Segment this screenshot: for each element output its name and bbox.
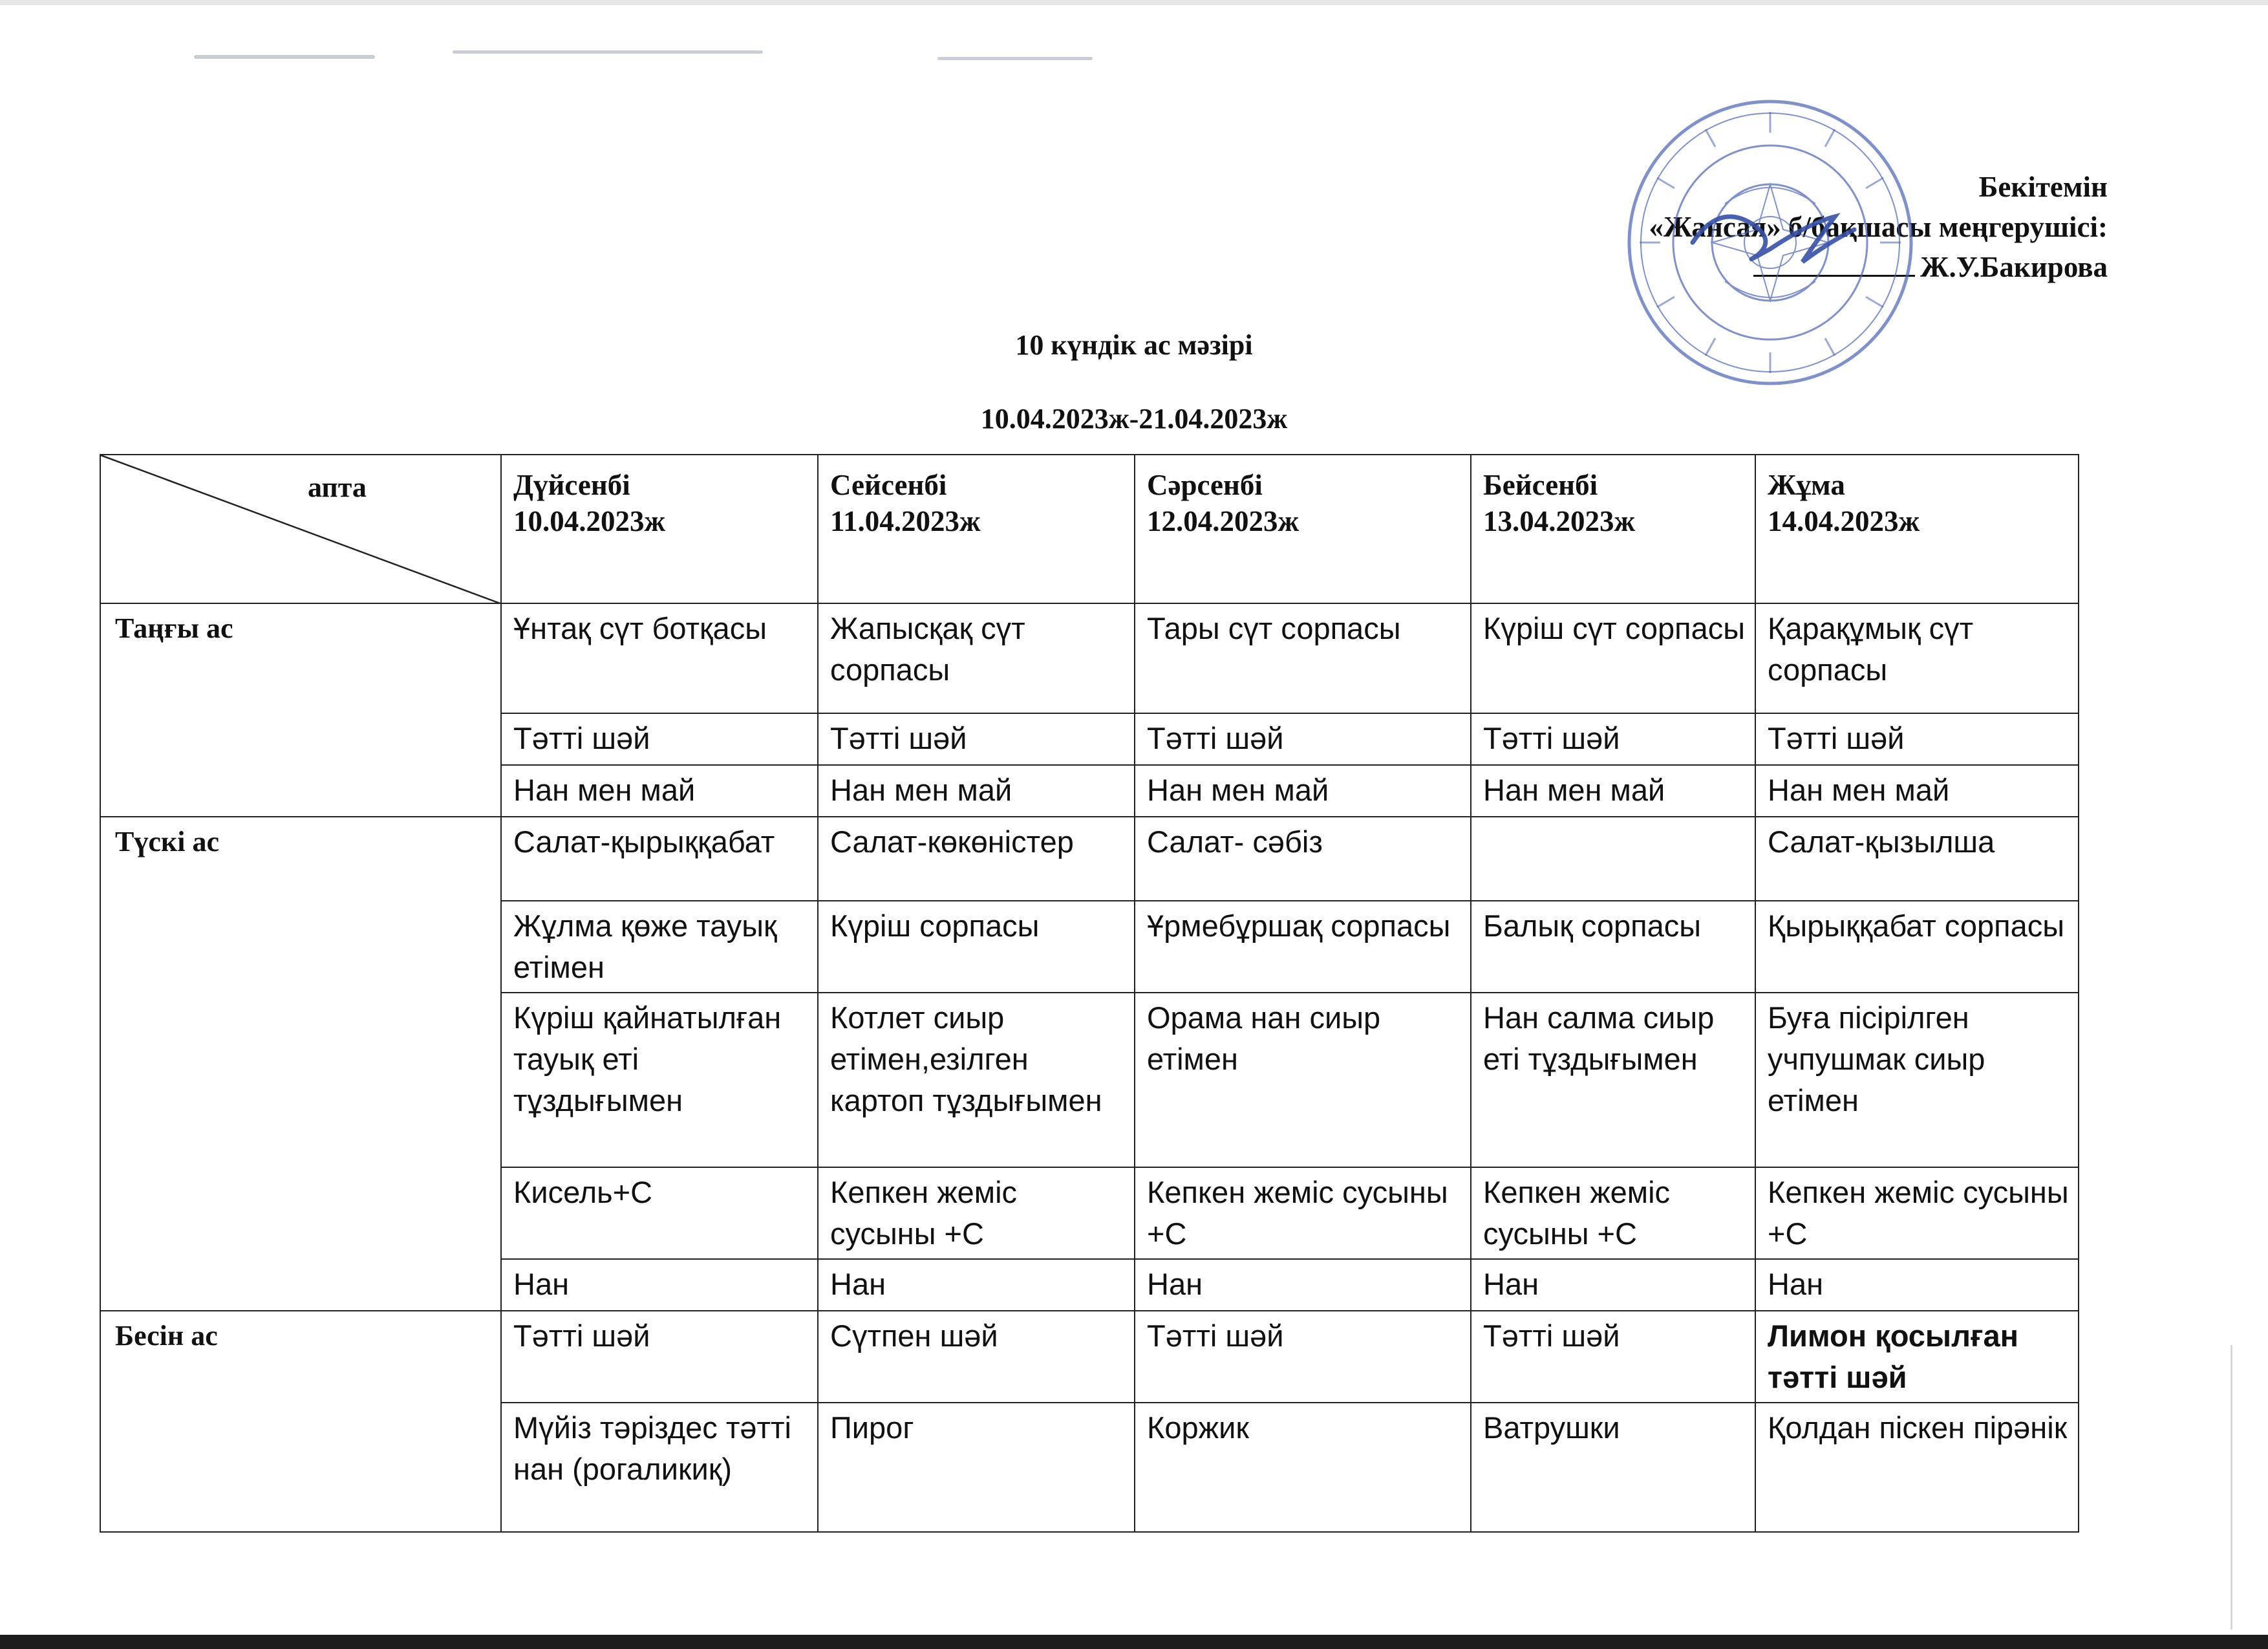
meal-label: Таңғы ас (100, 603, 501, 817)
menu-cell: Салат-қырыққабат (501, 817, 818, 901)
menu-cell: Орама нан сиыр етімен (1135, 993, 1471, 1167)
scan-edge-bottom (0, 1635, 2268, 1649)
menu-cell: Нан (1755, 1259, 2079, 1311)
menu-cell: Кепкен жеміс сусыны +С (818, 1167, 1135, 1259)
menu-cell: Күріш сүт сорпасы (1471, 603, 1755, 713)
table-header-row (100, 455, 2079, 603)
menu-cell: Тәтті шәй (501, 713, 818, 765)
menu-cell: Салат-көкөністер (818, 817, 1135, 901)
menu-cell: Нан салма сиыр еті тұздығымен (1471, 993, 1755, 1167)
menu-cell: Күріш қайнатылған тауық еті тұздығымен (501, 993, 818, 1167)
menu-cell: Күріш сорпасы (818, 901, 1135, 993)
table-row (100, 603, 2079, 713)
menu-cell: Тәтті шәй (501, 1311, 818, 1403)
menu-cell: Кепкен жеміс сусыны +С (1755, 1167, 2079, 1259)
menu-cell: Сүтпен шәй (818, 1311, 1135, 1403)
table-corner-cell (100, 455, 501, 603)
menu-cell: Тәтті шәй (1471, 713, 1755, 765)
menu-cell: Қырыққабат сорпасы (1755, 901, 2079, 993)
menu-cell: Жапысқақ сүт сорпасы (818, 603, 1135, 713)
menu-cell: Жұлма қөже тауық етімен (501, 901, 818, 993)
approval-line-2: «Жансая» б/бақшасы меңгерушісі: (1649, 211, 2108, 243)
menu-cell: Буға пісірілген учпушмак сиыр етімен (1755, 993, 2079, 1167)
menu-title: 10 күндік ас мәзірі (1015, 329, 1253, 361)
day-header: Жұма 14.04.2023ж (1755, 455, 2079, 603)
menu-cell: Салат- сәбіз (1135, 817, 1471, 901)
menu-date-range: 10.04.2023ж-21.04.2023ж (980, 403, 1288, 435)
menu-cell: Тәтті шәй (1755, 713, 2079, 765)
menu-table (100, 454, 2079, 1533)
scan-edge-right (2231, 1345, 2232, 1630)
scan-smudge (937, 57, 1093, 60)
day-header: Сейсенбі 11.04.2023ж (818, 455, 1135, 603)
table-row (100, 1311, 2079, 1403)
menu-cell: Ватрушки (1471, 1403, 1755, 1532)
menu-cell: Ұнтақ сүт ботқасы (501, 603, 818, 713)
corner-diagonal (101, 455, 502, 604)
menu-cell: Тәтті шәй (1135, 713, 1471, 765)
menu-cell: Нан мен май (501, 765, 818, 817)
day-header: Сәрсенбі 12.04.2023ж (1135, 455, 1471, 603)
menu-cell: Қарақұмық сүт сорпасы (1755, 603, 2079, 713)
meal-label: Бесін ас (100, 1311, 501, 1532)
meal-label: Түскі ас (100, 817, 501, 1311)
menu-cell: Нан мен май (1755, 765, 2079, 817)
menu-cell: Кепкен жеміс сусыны +С (1135, 1167, 1471, 1259)
menu-cell: Нан (1471, 1259, 1755, 1311)
scan-smudge (453, 50, 763, 54)
menu-cell: Тәтті шәй (1471, 1311, 1755, 1403)
menu-cell: Балық сорпасы (1471, 901, 1755, 993)
menu-cell: Тәтті шәй (818, 713, 1135, 765)
menu-cell: Салат-қызылша (1755, 817, 2079, 901)
menu-cell: Нан мен май (1471, 765, 1755, 817)
corner-label: апта (308, 471, 367, 503)
menu-cell: Кисель+С (501, 1167, 818, 1259)
menu-cell: Тары сүт сорпасы (1135, 603, 1471, 713)
scan-edge-top (0, 0, 2268, 5)
menu-cell: Нан мен май (1135, 765, 1471, 817)
menu-cell: Нан (501, 1259, 818, 1311)
approver-name: Ж.У.Бакирова (1920, 251, 2108, 283)
table-row (100, 817, 2079, 901)
menu-cell: Мүйіз тәріздес тәтті нан (рогаликиқ) (501, 1403, 818, 1532)
menu-cell: Тәтті шәй (1135, 1311, 1471, 1403)
menu-cell: Нан (1135, 1259, 1471, 1311)
menu-cell: Нан (818, 1259, 1135, 1311)
day-header: Бейсенбі 13.04.2023ж (1471, 455, 1755, 603)
menu-cell: Ұрмебұршақ сорпасы (1135, 901, 1471, 993)
menu-cell: Кепкен жеміс сусыны +С (1471, 1167, 1755, 1259)
approval-line-1: Бекітемін (1978, 171, 2108, 203)
menu-cell: Нан мен май (818, 765, 1135, 817)
scan-smudge (194, 55, 375, 59)
menu-cell: Коржик (1135, 1403, 1471, 1532)
menu-cell (1471, 817, 1755, 901)
menu-cell: Лимон қосылған тәтті шәй (1755, 1311, 2079, 1403)
menu-cell: Қолдан піскен пірәнік (1755, 1403, 2079, 1532)
menu-cell: Пирог (818, 1403, 1135, 1532)
menu-cell: Котлет сиыр етімен,езілген картоп тұздығымен (818, 993, 1135, 1167)
day-header: Дүйсенбі 10.04.2023ж (501, 455, 818, 603)
